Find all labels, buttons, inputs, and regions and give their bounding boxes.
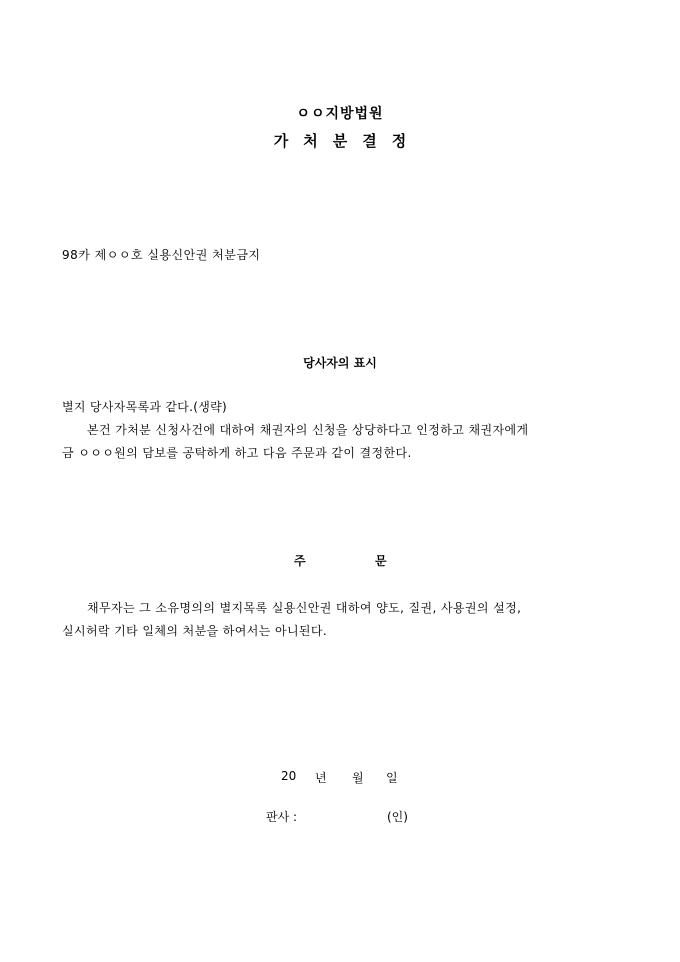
order-heading-char: 주: [294, 554, 306, 568]
seal-label: (인): [387, 810, 408, 824]
order-line: 채무자는 그 소유명의의 별지목록 실용신안권 대하여 양도, 질권, 사용권의 설정,: [87, 601, 522, 615]
court-name: ㅇㅇ지방법원: [296, 106, 384, 122]
date-year: 20: [281, 769, 297, 783]
order-line: 실시허락 기타 일체의 처분을 하여서는 아니된다.: [62, 624, 328, 638]
reason-line: 금 ㅇㅇㅇ원의 담보를 공탁하게 하고 다음 주문과 같이 결정한다.: [62, 446, 412, 460]
date-day-label: 일: [386, 771, 398, 785]
order-heading-char: 문: [375, 554, 387, 568]
case-number: 98카 제ㅇㅇ호 실용신안권 처분금지: [62, 248, 261, 262]
parties-heading: 당사자의 표시: [303, 356, 377, 370]
reason-line: 본건 가처분 신청사건에 대하여 채권자의 신청을 상당하다고 인정하고 채권자에게: [87, 423, 529, 437]
judge-label: 판사 :: [266, 810, 298, 824]
date-year-label: 년: [315, 771, 327, 785]
parties-body: 별지 당사자목록과 같다.(생략): [62, 400, 228, 414]
document-title: 가처분결정: [273, 132, 422, 150]
date-month-label: 월: [352, 771, 364, 785]
